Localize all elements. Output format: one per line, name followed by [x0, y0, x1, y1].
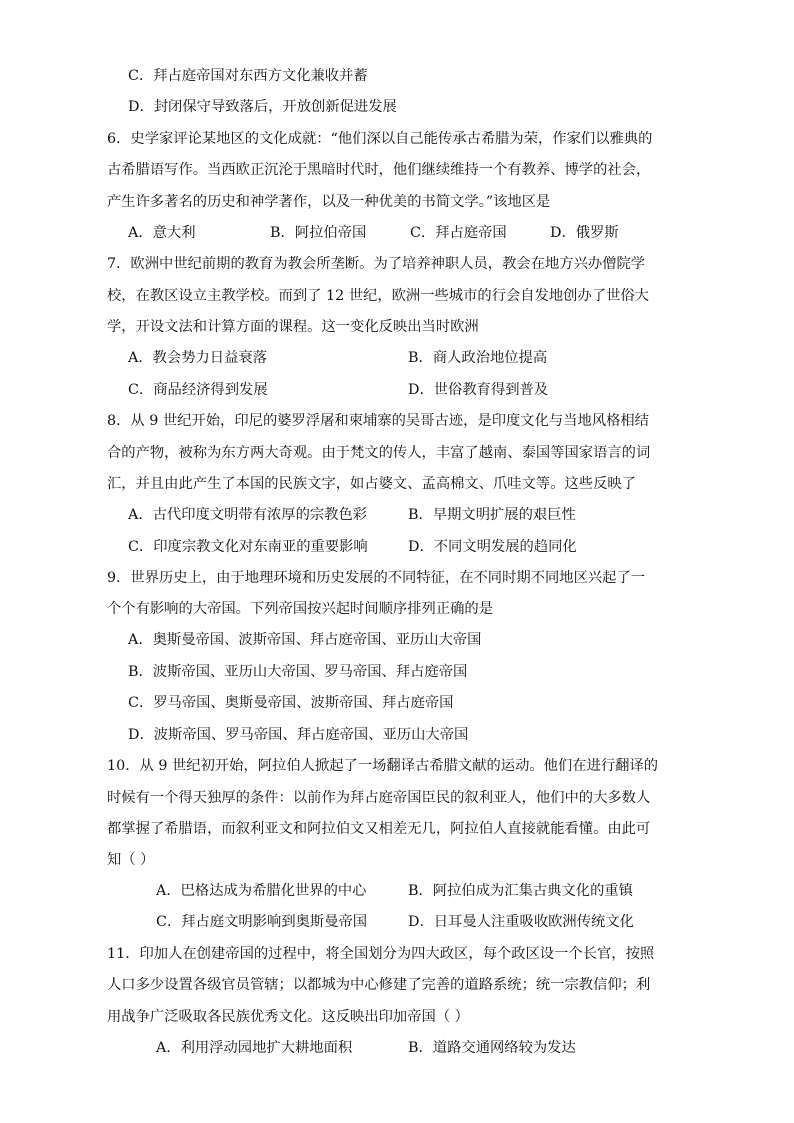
q10-option-a: A．巴格达成为希腊化世界的中心 — [156, 883, 367, 899]
q9-option-d: D．波斯帝国、罗马帝国、拜占庭帝国、亚历山大帝国 — [128, 727, 469, 743]
q11-stem-line-3: 用战争广泛吸取各民族优秀文化。这反映出印加帝国（ ） — [107, 1009, 469, 1025]
q7-option-b: B．商人政治地位提高 — [408, 350, 548, 366]
q8-option-a: A．古代印度文明带有浓厚的宗教色彩 — [128, 507, 368, 523]
q6-stem-line-1: 6．史学家评论某地区的文化成就：“他们深以自己能传承古希腊为荣，作家们以雅典的 — [107, 131, 653, 147]
q9-stem-line-2: 个个有影响的大帝国。下列帝国按兴起时间顺序排列正确的是 — [107, 601, 494, 617]
q11-stem-line-2: 人口多少设置各级官员管辖；以都城为中心修建了完善的道路系统；统一宗教信仰；利 — [107, 977, 651, 993]
q5-option-d: D．封闭保守导致落后，开放创新促进发展 — [128, 99, 397, 115]
q6-stem-line-3: 产生许多著名的历史和神学著作，以及一种优美的书简文学。”该地区是 — [107, 194, 551, 210]
q10-option-d: D．日耳曼人注重吸收欧洲传统文化 — [408, 914, 634, 930]
q6-option-d: D．俄罗斯 — [550, 225, 619, 241]
q10-stem-line-3: 都掌握了希腊语，而叙利亚文和阿拉伯文又相差无几，阿拉伯人直接就能看懂。由此可 — [107, 821, 651, 837]
q11-option-a: A．利用浮动园地扩大耕地面积 — [156, 1040, 353, 1056]
q8-option-b: B．早期文明扩展的艰巨性 — [408, 507, 576, 523]
q8-stem-line-3: 汇，并且由此产生了本国的民族文字，如占婆文、孟高棉文、爪哇文等。这些反映了 — [107, 476, 636, 492]
q10-stem-line-4: 知（ ） — [107, 852, 155, 868]
q10-stem-line-1: 10．从 9 世纪初开始，阿拉伯人掀起了一场翻译古希腊文献的运动。他们在进行翻译的 — [107, 758, 659, 774]
q8-stem-line-1: 8．从 9 世纪开始，印尼的婆罗浮屠和柬埔寨的吴哥古迹，是印度文化与当地风格相结 — [107, 413, 649, 429]
q7-option-d: D．世俗教育得到普及 — [408, 382, 549, 398]
q11-option-b: B．道路交通网络较为发达 — [408, 1040, 576, 1056]
q6-option-c: C．拜占庭帝国 — [410, 225, 507, 241]
q11-stem-line-1: 11．印加人在创建帝国的过程中，将全国划分为四大政区，每个政区设一个长官，按照 — [107, 946, 655, 962]
q8-stem-line-2: 合的产物，被称为东方两大奇观。由于梵文的传人，丰富了越南、泰国等国家语言的词 — [107, 445, 651, 461]
q9-option-b: B．波斯帝国、亚历山大帝国、罗马帝国、拜占庭帝国 — [128, 664, 468, 680]
q7-stem-line-1: 7．欧洲中世纪前期的教育为教会所垄断。为了培养神职人员，教会在地方兴办僧院学 — [107, 256, 646, 272]
q7-option-a: A．教会势力日益衰落 — [128, 350, 267, 366]
q5-option-c: C．拜占庭帝国对东西方文化兼收并蓄 — [128, 68, 368, 84]
q10-option-b: B．阿拉伯成为汇集古典文化的重镇 — [408, 883, 633, 899]
q6-option-b: B．阿拉伯帝国 — [270, 225, 367, 241]
q7-stem-line-2: 校，在教区设立主教学校。而到了 12 世纪，欧洲一些城市的行会自发地创办了世俗大 — [107, 288, 649, 304]
q6-stem-line-2: 古希腊语写作。当西欧正沉沦于黑暗时代时，他们继续维持一个有教养、博学的社会， — [107, 162, 651, 178]
q9-option-a: A．奥斯曼帝国、波斯帝国、拜占庭帝国、亚历山大帝国 — [128, 632, 482, 648]
q10-option-c: C．拜占庭文明影响到奥斯曼帝国 — [156, 914, 368, 930]
q7-option-c: C．商品经济得到发展 — [128, 382, 268, 398]
q10-stem-line-2: 时候有一个得天独厚的条件：以前作为拜占庭帝国臣民的叙利亚人，他们中的大多数人 — [107, 790, 651, 806]
q7-stem-line-3: 学，开设文法和计算方面的课程。这一变化反映出当时欧洲 — [107, 319, 479, 335]
q8-option-c: C．印度宗教文化对东南亚的重要影响 — [128, 539, 368, 555]
q6-option-a: A．意大利 — [128, 225, 196, 241]
q9-stem-line-1: 9．世界历史上，由于地理环境和历史发展的不同特征，在不同时期不同地区兴起了一 — [107, 570, 646, 586]
q8-option-d: D．不同文明发展的趋同化 — [408, 539, 577, 555]
q9-option-c: C．罗马帝国、奥斯曼帝国、波斯帝国、拜占庭帝国 — [128, 695, 454, 711]
